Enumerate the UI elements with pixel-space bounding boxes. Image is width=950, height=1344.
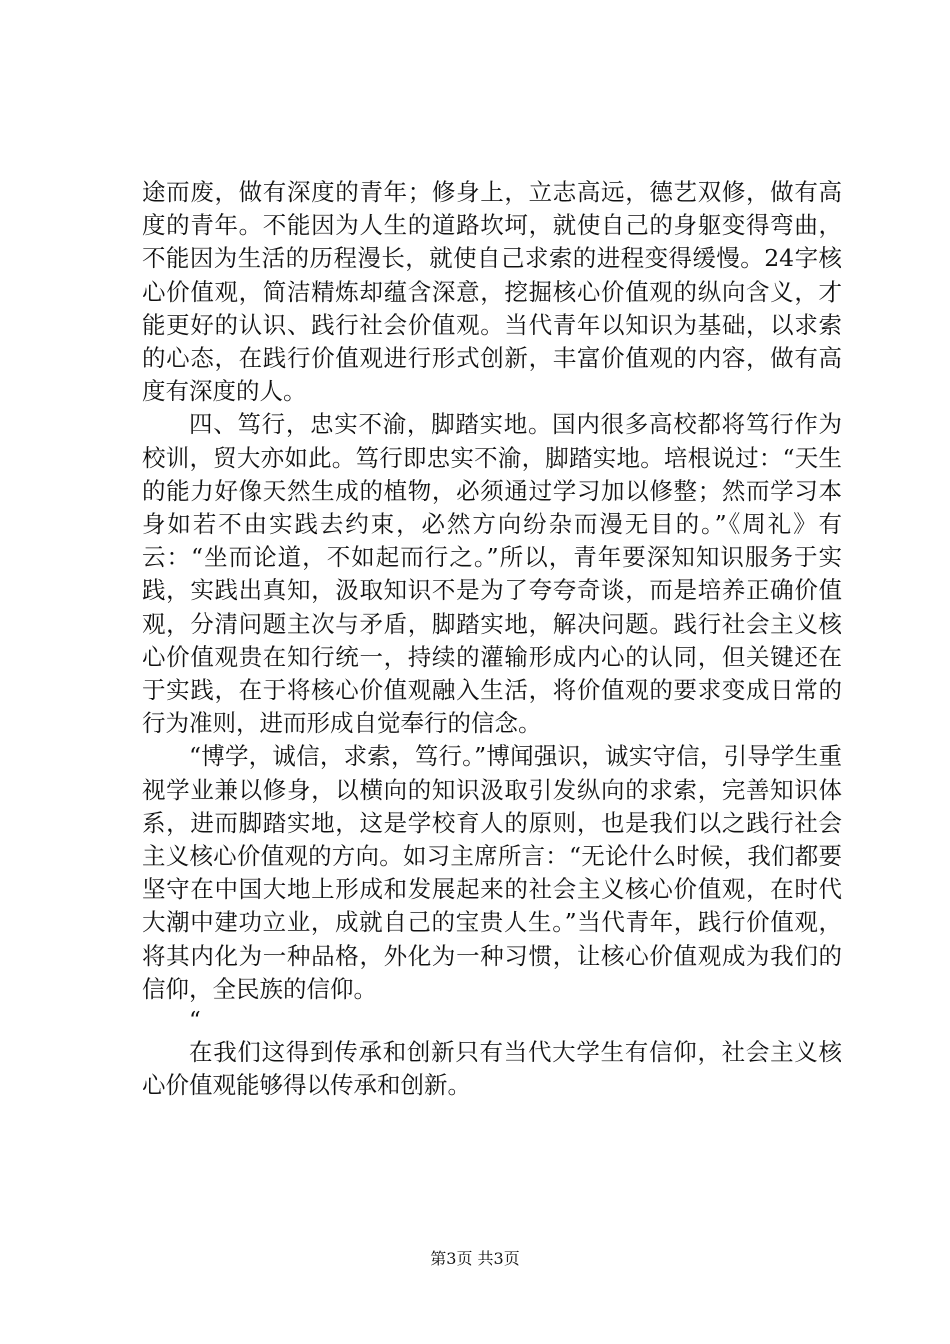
paragraph-final: 在我们这得到传承和创新只有当代大学生有信仰，社会主义核心价值观能够得以传承和创新。 (142, 1038, 842, 1100)
page-footer: 第3页 共3页 (430, 1249, 520, 1268)
paragraph-section-four: 四、笃行，忠实不渝，脚踏实地。国内很多高校都将笃行作为校训，贸大亦如此。笃行即忠实不渝，脚踏实地。培根说过：“天生的能力好像天然生成的植物，必须通过学习加以修整；然而学习本身如若不由实践去约束，必然方向纷杂而漫无目的。”《周礼》有云：“坐而论道，不如起而行之。”所以，青年要深知知识服务于实践，实践出真知，汲取知识不是为了夸夸奇谈，而是培养正确价值观，分清问题主次与矛盾，脚踏实地，解决问题。践行社会主义核心价值观贵在知行统一，持续的灌输形成内心的认同，但关键还在于实践，在于将核心价值观融入生活，将价值观的要求变成日常的行为准则，进而形成自觉奉行的信念。 (142, 410, 842, 738)
paragraph-conclusion: “博学，诚信，求索，笃行。”博闻强识，诚实守信，引导学生重视学业兼以修身，以横向的知识汲取引发纵向的求索，完善知识体系，进而脚踏实地，这是学校育人的原则，也是我们以之践行社会主义核心价值观的方向。如习主席所言：“无论什么时候，我们都要坚守在中国大地上形成和发展起来的社会主义核心价值观，在时代大潮中建功立业，成就自己的宝贵人生。”当代青年，践行价值观，将其内化为一种品格，外化为一种习惯，让核心价值观成为我们的信仰，全民族的信仰。 (142, 742, 842, 1003)
document-body (142, 176, 842, 1102)
stray-quote-mark: “ (189, 1008, 201, 1035)
paragraph-continuation: 途而废，做有深度的青年；修身上，立志高远，德艺双修，做有高度的青年。不能因为人生的道路坎坷，就使自己的身躯变得弯曲，不能因为生活的历程漫长，就使自己求索的进程变得缓慢。24字核心价值观，简洁精炼却蕴含深意，挖掘核心价值观的纵向含义，才能更好的认识、践行社会价值观。当代青年以知识为基础，以求索的心态，在践行价值观进行形式创新，丰富价值观的内容，做有高度有深度的人。 (142, 178, 842, 406)
